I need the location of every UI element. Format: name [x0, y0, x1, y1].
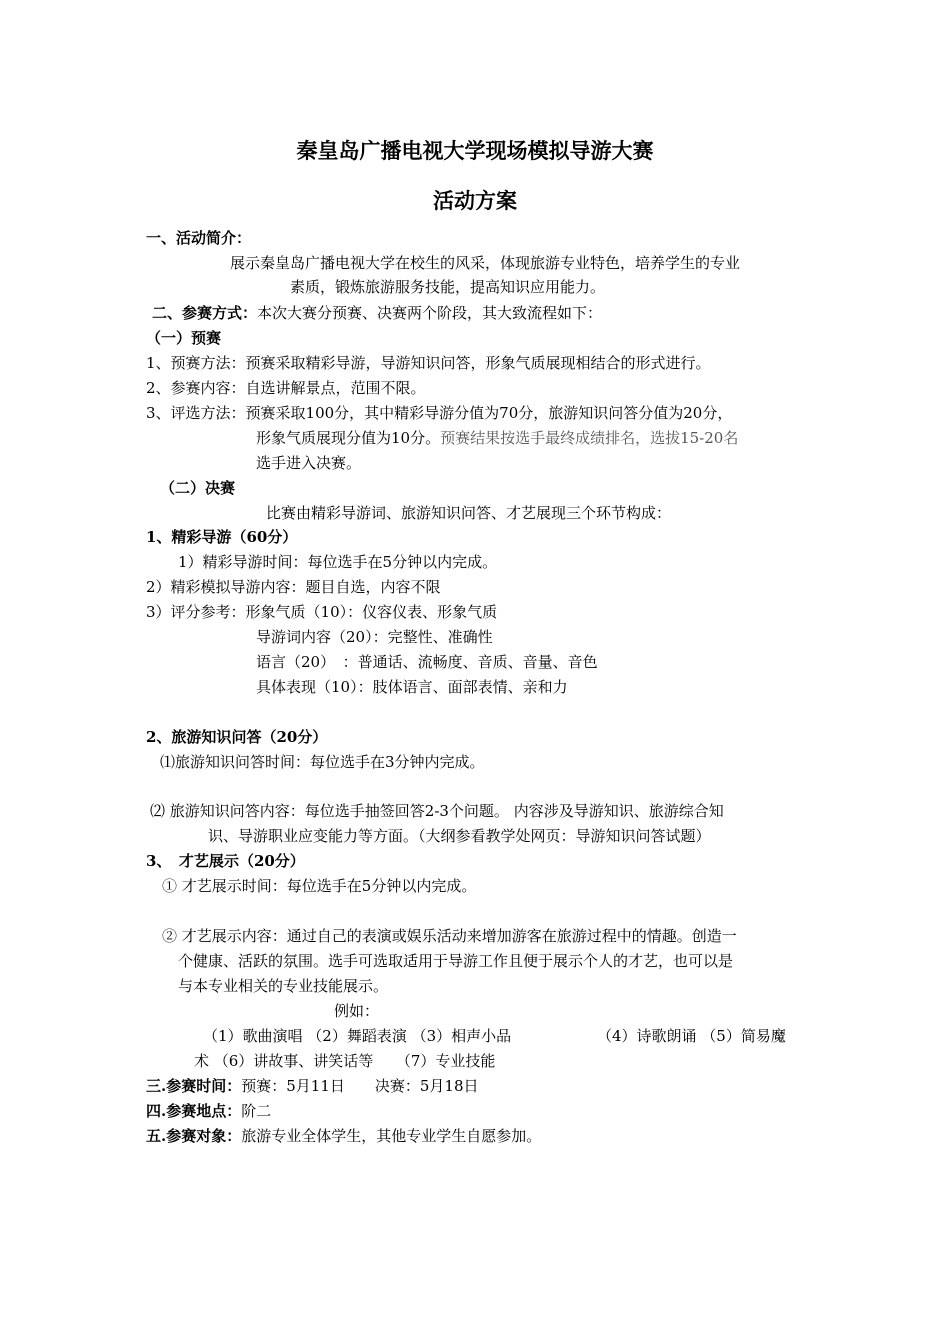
- final-heading: （二）决赛: [160, 479, 236, 497]
- guide-line-1: 1）精彩导游时间：每位选手在5分钟以内完成。: [178, 553, 498, 571]
- prelim-heading: （一）预赛: [146, 329, 222, 347]
- talent-example-label: 例如：: [334, 1002, 380, 1020]
- prelim-line-1: 1、预赛方法：预赛采取精彩导游，导游知识问答，形象气质展现相结合的形式进行。: [146, 354, 711, 372]
- guide-section-heading: 1、精彩导游（60分）: [146, 528, 298, 546]
- section-intro-heading: 一、活动简介：: [146, 229, 252, 247]
- section-format-heading: 二、参赛方式：: [152, 304, 258, 322]
- final-intro: 比赛由精彩导游词、旅游知识问答、才艺展现三个环节构成：: [266, 504, 672, 522]
- guide-line-5: 语言（20） ：普通话、流畅度、音质、音量、音色: [256, 653, 598, 671]
- talent-line-4: 与本专业相关的专业技能展示。: [178, 977, 389, 995]
- section-format: [152, 303, 602, 323]
- section-venue-label: 四.参赛地点：: [146, 1102, 242, 1120]
- quiz-line-1: ⑴旅游知识问答时间：每位选手在3分钟内完成。: [160, 753, 485, 771]
- prelim-line-5: 选手进入决赛。: [256, 454, 362, 472]
- doc-title: 秦皇岛广播电视大学现场模拟导游大赛: [296, 138, 654, 163]
- prelim-line-4b: 预赛结果按选手最终成绩排名，选拔15-20名: [440, 429, 739, 447]
- talent-line-2: ② 才艺展示内容：通过自己的表演或娱乐活动来增加游客在旅游过程中的情趣。创造一: [162, 927, 737, 945]
- guide-line-6: 具体表现（10）：肢体语言、面部表情、亲和力: [256, 678, 568, 696]
- talent-example-line-1b: （4）诗歌朗诵 （5）简易魔: [597, 1027, 786, 1045]
- quiz-line-3: 识、导游职业应变能力等方面。（大纲参看教学处网页：导游知识问答试题）: [208, 827, 711, 845]
- prelim-line-2: 2、参赛内容：自选讲解景点，范围不限。: [146, 379, 426, 397]
- section-time-text: 预赛：5月11日 决赛：5月18日: [241, 1077, 479, 1095]
- prelim-line-3: 3、评选方法：预赛采取100分，其中精彩导游分值为70分，旅游知识问答分值为20分，: [146, 404, 733, 422]
- intro-line-1: 展示秦皇岛广播电视大学在校生的风采，体现旅游专业特色，培养学生的专业: [230, 254, 741, 272]
- talent-line-3: 个健康、活跃的氛围。选手可选取适用于导游工作且便于展示个人的才艺，也可以是: [178, 952, 734, 970]
- prelim-line-4: [256, 428, 738, 448]
- prelim-line-4a: 形象气质展现分值为10分。: [256, 429, 441, 447]
- section-participants-text: 旅游专业全体学生，其他专业学生自愿参加。: [241, 1127, 542, 1145]
- quiz-line-2: ⑵ 旅游知识问答内容：每位选手抽签回答2-3个问题。 内容涉及导游知识、旅游综合知: [150, 802, 724, 820]
- talent-section-heading: 3、 才艺展示（20分）: [146, 852, 305, 870]
- doc-subtitle: 活动方案: [433, 188, 517, 213]
- section-time-label: 三.参赛时间：: [146, 1077, 242, 1095]
- section-time: [146, 1076, 479, 1096]
- guide-line-2: 2）精彩模拟导游内容：题目自选，内容不限: [146, 578, 441, 596]
- guide-line-3: 3）评分参考：形象气质（10）：仪容仪表、形象气质: [146, 603, 498, 621]
- guide-line-4: 导游词内容（20）：完整性、准确性: [256, 628, 493, 646]
- intro-line-2: 素质，锻炼旅游服务技能，提高知识应用能力。: [290, 278, 606, 296]
- section-participants: [146, 1126, 541, 1146]
- section-participants-label: 五.参赛对象：: [146, 1127, 242, 1145]
- section-format-text: 本次大赛分预赛、决赛两个阶段，其大致流程如下：: [257, 304, 603, 322]
- talent-line-1: ① 才艺展示时间：每位选手在5分钟以内完成。: [162, 877, 477, 895]
- quiz-section-heading: 2、旅游知识问答（20分）: [146, 728, 328, 746]
- section-venue: [146, 1101, 271, 1121]
- section-venue-text: 阶二: [241, 1102, 272, 1120]
- talent-example-line-2: 术 （6）讲故事、讲笑话等 （7）专业技能: [194, 1052, 496, 1070]
- talent-example-line-1a: （1）歌曲演唱 （2）舞蹈表演 （3）相声小品: [203, 1027, 512, 1045]
